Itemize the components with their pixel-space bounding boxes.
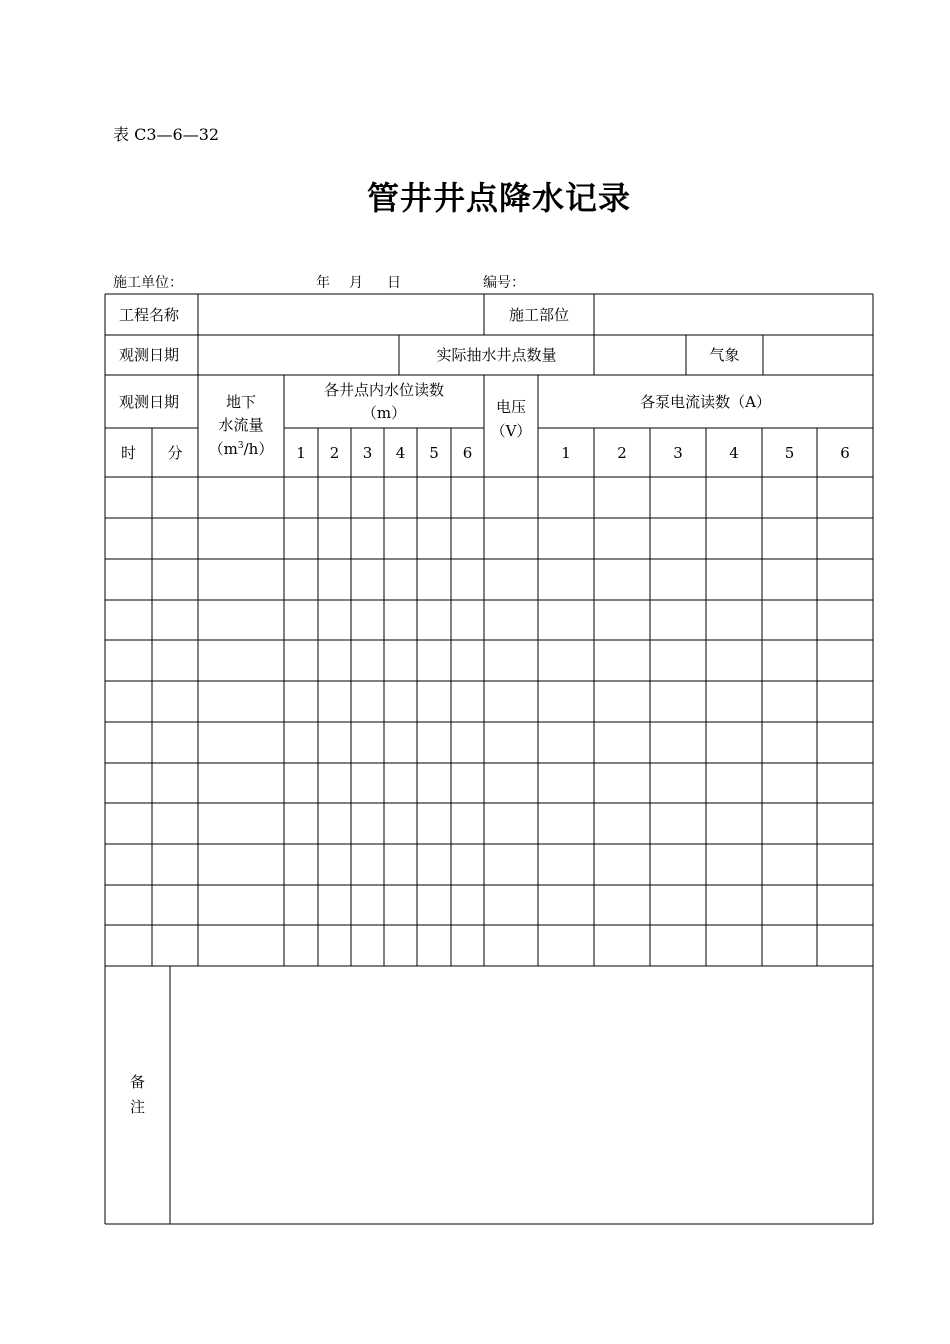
hour-header: 时 [120, 443, 136, 462]
weather-field[interactable] [763, 335, 873, 375]
day-label: 日 [387, 275, 401, 291]
remarks-char: 备 [129, 1072, 145, 1091]
voltage-header [484, 375, 538, 477]
water-level-line1: 各井点内水位读数 [323, 381, 444, 399]
serial-no-label: 编号： [483, 275, 525, 291]
year-label: 年 [316, 275, 330, 291]
construction-part-label: 施工部位 [508, 305, 569, 324]
actual-well-count-label: 实际抽水井点数量 [436, 346, 557, 364]
water-level-col: 3 [362, 443, 373, 462]
pump-current-col: 1 [561, 443, 571, 462]
pump-current-col: 4 [729, 443, 739, 462]
obs-date-header: 观测日期 [119, 392, 180, 411]
form-code: 表 C3—6—32 [113, 125, 220, 144]
voltage-line2: （V） [490, 422, 532, 440]
water-level-col: 4 [395, 443, 406, 462]
construction-unit-label: 施工单位： [113, 275, 183, 291]
remarks-label [105, 966, 170, 1224]
pump-current-col: 5 [784, 443, 795, 462]
pump-current-col: 3 [673, 443, 683, 462]
actual-well-count-field[interactable] [594, 335, 686, 375]
pump-current-header: 各泵电流读数（A） [640, 392, 771, 411]
project-name-label: 工程名称 [119, 305, 180, 324]
groundwater-flow-line2: 水流量 [218, 416, 264, 435]
weather-label: 气象 [709, 346, 740, 364]
remarks-field[interactable] [170, 966, 873, 1224]
observation-date-field[interactable] [198, 335, 399, 375]
water-level-line2: （m） [361, 403, 407, 422]
month-label: 月 [349, 275, 363, 291]
voltage-line1: 电压 [495, 398, 526, 416]
water-level-header [284, 375, 484, 428]
groundwater-flow-unit: $(m^3/h)$ [208, 439, 274, 458]
observation-date-label: 观测日期 [119, 346, 180, 364]
pump-current-col: 2 [617, 443, 627, 462]
groundwater-flow-header [198, 375, 284, 477]
water-level-col: 6 [462, 443, 473, 462]
water-level-col: 5 [429, 443, 439, 462]
water-level-col: 2 [329, 443, 340, 462]
construction-part-field[interactable] [594, 294, 873, 335]
groundwater-flow-line1: 地下 [225, 393, 256, 412]
page-title: 管井井点降水记录 [366, 179, 631, 217]
minute-header: 分 [167, 443, 183, 462]
water-level-col: 1 [296, 443, 306, 462]
project-name-field[interactable] [198, 294, 484, 335]
pump-current-col: 6 [840, 443, 850, 462]
remarks-char: 注 [129, 1098, 145, 1116]
